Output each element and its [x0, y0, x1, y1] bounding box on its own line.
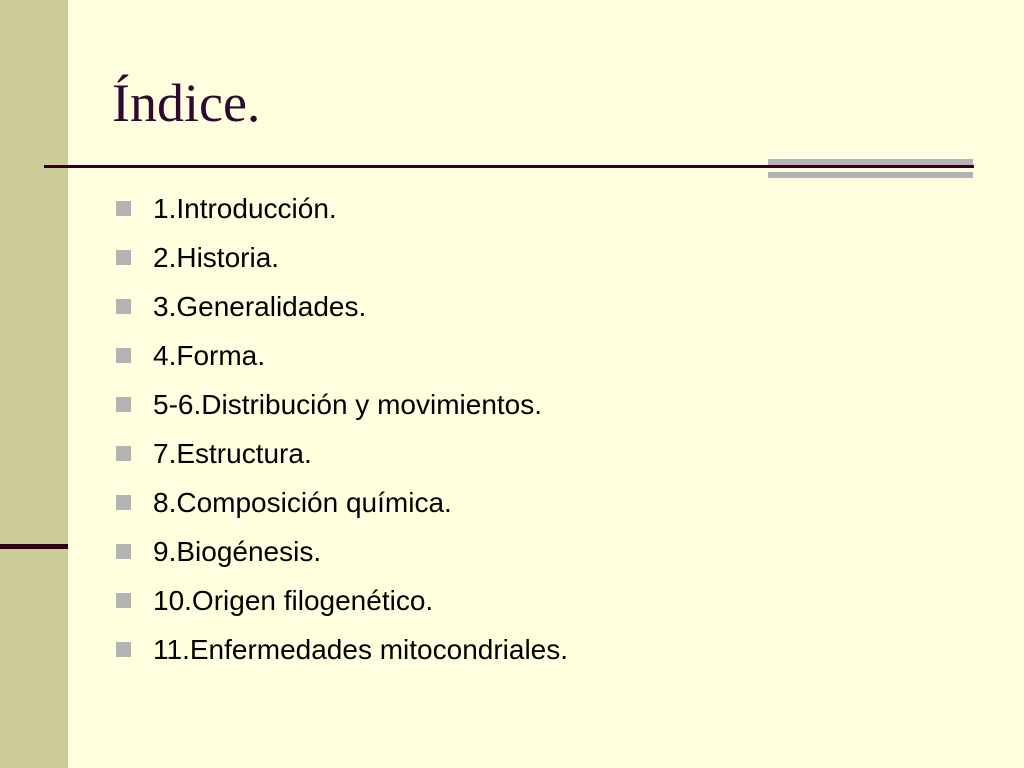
- toc-list: [116, 184, 568, 674]
- title-rule-grey-bottom: [768, 172, 973, 178]
- toc-item: [116, 576, 568, 625]
- toc-item: [116, 184, 568, 233]
- slide-title: Índice.: [112, 73, 261, 133]
- toc-item-label: 9.Biogénesis.: [153, 535, 322, 567]
- toc-item: [116, 282, 568, 331]
- square-bullet-icon: [116, 495, 131, 510]
- toc-item: [116, 429, 568, 478]
- square-bullet-icon: [116, 201, 131, 216]
- toc-item-label: 8.Composición química.: [153, 486, 452, 518]
- side-accent-line: [0, 544, 68, 549]
- square-bullet-icon: [116, 642, 131, 657]
- square-bullet-icon: [116, 593, 131, 608]
- toc-item-label: 3.Generalidades.: [153, 290, 367, 322]
- toc-item: [116, 527, 568, 576]
- square-bullet-icon: [116, 446, 131, 461]
- toc-item-label: 4.Forma.: [153, 339, 266, 371]
- square-bullet-icon: [116, 397, 131, 412]
- toc-item-label: 1.Introducción.: [153, 192, 337, 224]
- toc-item: [116, 478, 568, 527]
- toc-item: [116, 233, 568, 282]
- square-bullet-icon: [116, 544, 131, 559]
- title-rule: [44, 165, 974, 168]
- square-bullet-icon: [116, 348, 131, 363]
- toc-item-label: 11.Enfermedades mitocondriales.: [153, 633, 569, 665]
- toc-item: [116, 380, 568, 429]
- toc-item-label: 5-6.Distribución y movimientos.: [153, 388, 543, 420]
- toc-item: [116, 331, 568, 380]
- toc-item-label: 7.Estructura.: [153, 437, 312, 469]
- side-decoration-bar: [0, 0, 68, 768]
- square-bullet-icon: [116, 250, 131, 265]
- square-bullet-icon: [116, 299, 131, 314]
- toc-item-label: 2.Historia.: [153, 241, 280, 273]
- toc-item-label: 10.Origen filogenético.: [153, 584, 434, 616]
- toc-item: [116, 625, 568, 674]
